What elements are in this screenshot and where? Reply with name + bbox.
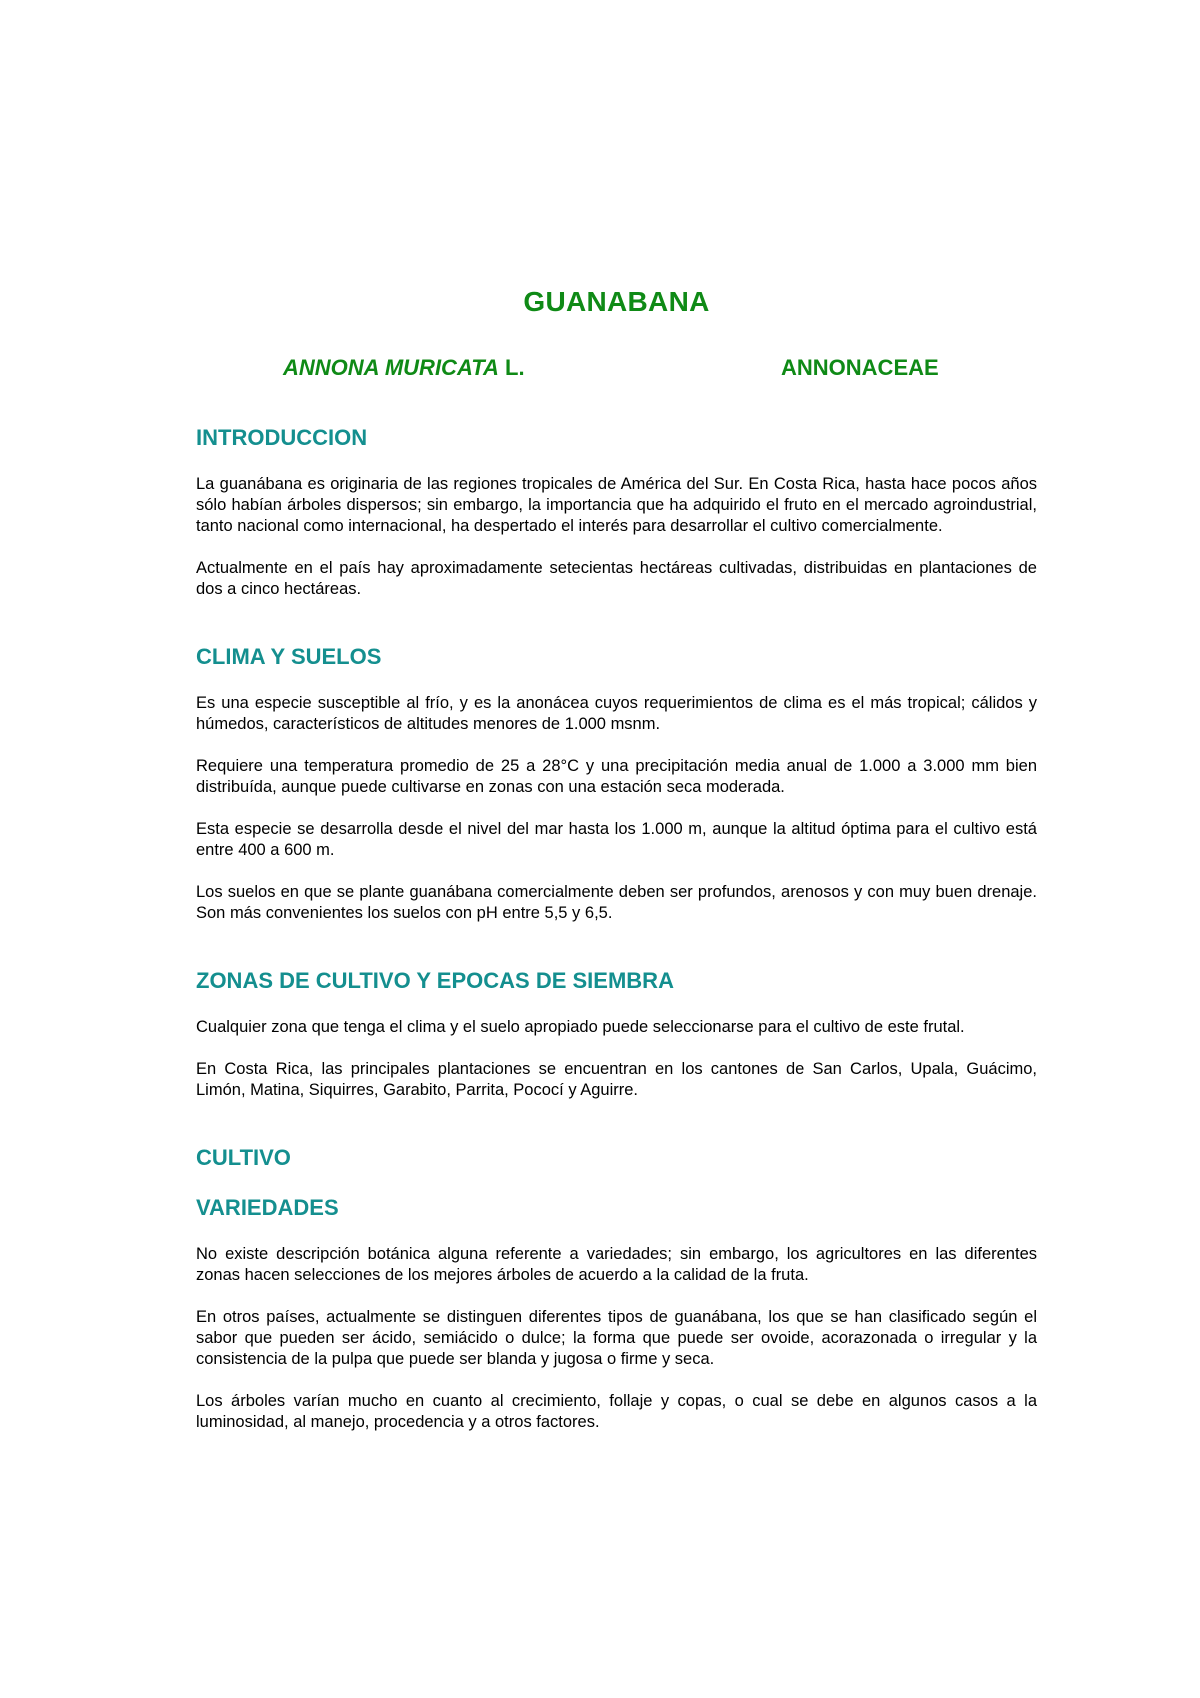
paragraph: La guanábana es originaria de las regiones tropicales de América del Sur. En Costa Rica, hasta hace pocos años sólo habían árboles dispersos; sin embargo, la importancia que ha adquirido el fruto en el mercado agroindustrial, tanto nacional como internacional, ha despertado el interés para desarrollar el cultivo comercialmente. <box>196 475 1037 535</box>
paragraph: Esta especie se desarrolla desde el nivel del mar hasta los 1.000 m, aunque la altitud óptima para el cultivo está entre 400 a 600 m. <box>196 820 1037 859</box>
paragraph: Actualmente en el país hay aproximadamente setecientas hectáreas cultivadas, distribuidas en plantaciones de dos a cinco hectáreas. <box>196 559 1037 598</box>
heading-cultivo: CULTIVO <box>196 1145 291 1170</box>
paragraph: No existe descripción botánica alguna referente a variedades; sin embargo, los agricultores en las diferentes zonas hacen selecciones de los mejores árboles de acuerdo a la calidad de la fruta. <box>196 1245 1037 1284</box>
section-introduccion <box>196 424 1037 600</box>
document-content <box>196 424 1037 1454</box>
family-name: ANNONACEAE <box>781 355 939 380</box>
paragraph: Los suelos en que se plante guanábana comercialmente deben ser profundos, arenosos y con muy buen drenaje. Son más convenientes los suelos con pH entre 5,5 y 6,5. <box>196 883 1037 922</box>
section-zonas-de-cultivo <box>196 967 1037 1101</box>
paragraph: Los árboles varían mucho en cuanto al crecimiento, follaje y copas, o cual se debe en algunos casos a la luminosidad, al manejo, procedencia y a otros factores. <box>196 1392 1037 1431</box>
scientific-name <box>283 355 525 381</box>
scientific-name-italic: ANNONA MURICATA <box>283 355 499 380</box>
heading-variedades: VARIEDADES <box>196 1195 339 1220</box>
document-page <box>196 0 1037 1698</box>
section-variedades <box>196 1194 1037 1433</box>
paragraph: Requiere una temperatura promedio de 25 a 28°C y una precipitación media anual de 1.000 a 3.000 mm bien distribuída, aunque puede cultivarse en zonas con una estación seca moderada. <box>196 757 1037 796</box>
paragraph: En Costa Rica, las principales plantaciones se encuentran en los cantones de San Carlos, Upala, Guácimo, Limón, Matina, Siquirres, Garabito, Parrita, Pococí y Aguirre. <box>196 1060 1037 1099</box>
section-cultivo <box>196 1144 1037 1172</box>
paragraph: En otros países, actualmente se distinguen diferentes tipos de guanábana, los que se han clasificado según el sabor que pueden ser ácido, semiácido o dulce; la forma que puede ser ovoide, acorazonada o irregular y la consistencia de la pulpa que puede ser blanda y jugosa o firme y seca. <box>196 1308 1037 1368</box>
species-row <box>196 355 1037 385</box>
paragraph: Cualquier zona que tenga el clima y el suelo apropiado puede seleccionarse para el cultivo de este frutal. <box>196 1018 965 1036</box>
scientific-name-author: L. <box>498 355 525 380</box>
document-title: GUANABANA <box>523 286 710 317</box>
heading-clima-y-suelos: CLIMA Y SUELOS <box>196 644 382 669</box>
heading-introduccion: INTRODUCCION <box>196 425 368 450</box>
section-clima-y-suelos <box>196 643 1037 924</box>
paragraph: Es una especie susceptible al frío, y es la anonácea cuyos requerimientos de clima es el más tropical; cálidos y húmedos, característicos de altitudes menores de 1.000 msnm. <box>196 694 1037 733</box>
heading-zonas-de-cultivo: ZONAS DE CULTIVO Y EPOCAS DE SIEMBRA <box>196 968 674 993</box>
